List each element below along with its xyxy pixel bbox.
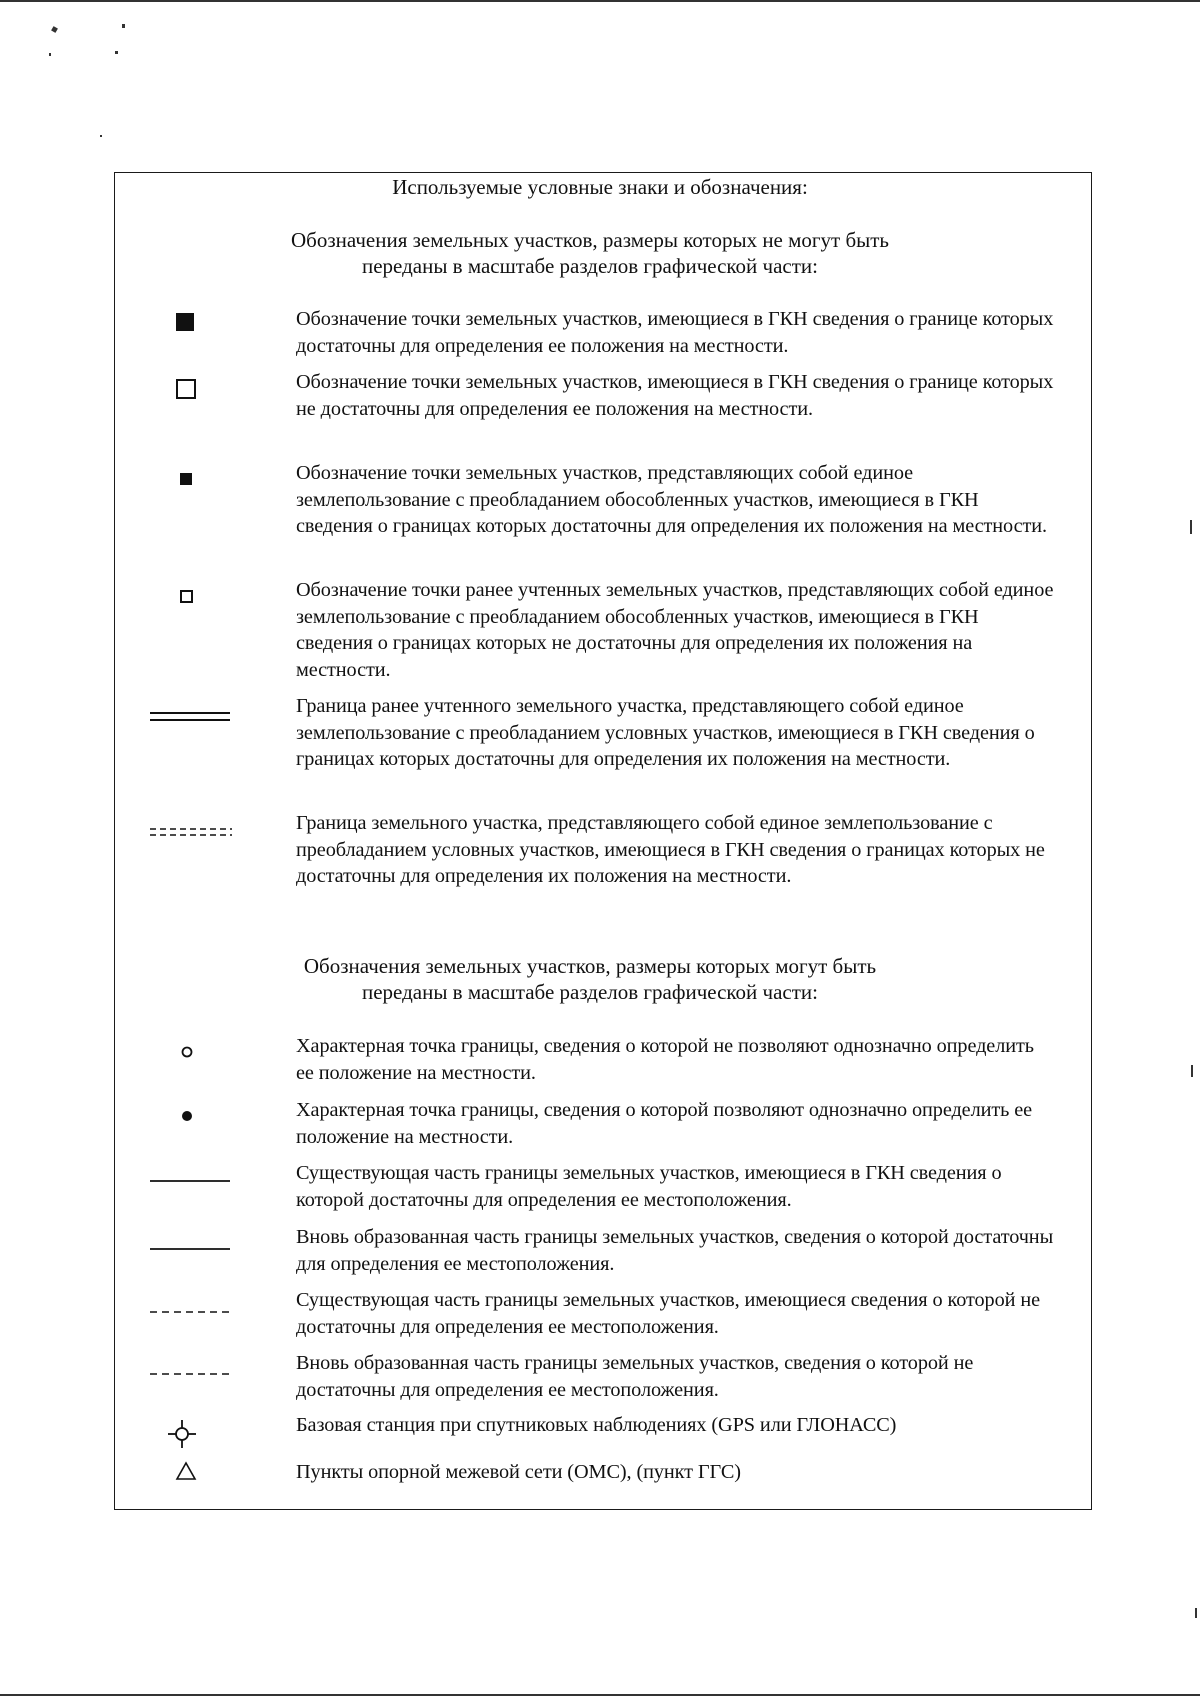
section-heading-line: Обозначения земельных участков, размеры которых не могут быть <box>290 228 890 252</box>
legend-item-text: Вновь образованная часть границы земельных участков, сведения о которой достаточны для определения ее местоположения. <box>296 1226 1054 1275</box>
double-line-icon <box>148 710 232 724</box>
dashed-line-icon <box>148 1371 232 1377</box>
base-station-icon <box>167 1419 197 1449</box>
legend-item-text: Обозначение точки земельных участков, имеющиеся в ГКН сведения о границе которых не достаточны для определения ее положения на местности. <box>296 371 1054 420</box>
section-heading-line: переданы в масштабе разделов графической части: <box>361 980 819 1004</box>
solid-line-icon <box>148 1246 232 1252</box>
hollow-circle-icon <box>180 1045 194 1059</box>
triangle-icon <box>175 1461 197 1481</box>
scan-speck <box>0 0 1200 2</box>
double-dashed-line-icon <box>148 826 234 838</box>
legend-item-text: Базовая станция при спутниковых наблюдениях (GPS или ГЛОНАСС) <box>296 1414 897 1436</box>
legend-item-text: Характерная точка границы, сведения о которой не позволяют однозначно определить ее положение на местности. <box>296 1035 1034 1084</box>
section-heading <box>240 227 940 279</box>
dashed-line-icon <box>148 1309 232 1315</box>
legend-item-text: Граница ранее учтенного земельного участка, представляющего собой единое землепользование с преобладанием условных участков, имеющиеся в ГКН сведения о границах которых достаточны для определения их положения на местности. <box>296 695 1035 770</box>
legend-item-text: Пункты опорной межевой сети (ОМС), (пункт ГГС) <box>296 1461 741 1483</box>
scan-speck <box>49 53 51 56</box>
scan-speck <box>1191 1065 1193 1077</box>
black-square-icon <box>176 313 194 331</box>
legend-item-text: Обозначение точки ранее учтенных земельных участков, представляющих собой единое землепользование с преобладанием обособленных участков, имеющиеся в ГКН сведения о границах которых не достаточны для определения их положения на местности. <box>296 579 1054 681</box>
section-heading <box>240 953 940 1005</box>
scan-speck <box>1195 1608 1197 1618</box>
section-heading-line: Обозначения земельных участков, размеры которых могут быть <box>303 954 877 978</box>
legend-item-text: Обозначение точки земельных участков, представляющих собой единое землепользование с преобладанием обособленных участков, имеющиеся в ГКН сведения о границах которых достаточны для определения их положения на местности. <box>296 462 1047 537</box>
legend-item-text: Существующая часть границы земельных участков, имеющиеся сведения о которой не достаточны для определения ее местоположения. <box>296 1289 1040 1338</box>
scan-speck <box>0 1694 1200 1696</box>
filled-circle-icon <box>180 1109 194 1123</box>
scan-speck <box>100 135 102 137</box>
legend-item-text: Граница земельного участка, представляющего собой единое землепользование с преобладанием условных участков, имеющиеся в ГКН сведения о границах которых не достаточны для определения их положения на местности. <box>296 812 1045 887</box>
legend-item-text: Характерная точка границы, сведения о которой позволяют однозначно определить ее положение на местности. <box>296 1099 1033 1148</box>
legend-item-text: Вновь образованная часть границы земельных участков, сведения о которой не достаточны для определения ее местоположения. <box>296 1352 974 1401</box>
legend-item-text: Обозначение точки земельных участков, имеющиеся в ГКН сведения о границе которых достаточны для определения ее положения на местности. <box>296 308 1054 357</box>
small-black-square-icon <box>180 473 192 485</box>
section-heading-line: переданы в масштабе разделов графической части: <box>361 254 819 278</box>
scan-speck <box>1190 520 1192 534</box>
white-square-icon <box>176 379 196 399</box>
legend-item-text: Существующая часть границы земельных участков, имеющиеся в ГКН сведения о которой достаточны для определения ее местоположения. <box>296 1162 1002 1211</box>
legend-title: Используемые условные знаки и обозначения: <box>392 175 808 199</box>
small-white-square-icon <box>180 590 193 603</box>
scan-speck <box>115 51 118 54</box>
solid-line-icon <box>148 1178 232 1184</box>
scan-speck <box>122 24 125 28</box>
scan-speck <box>51 26 58 33</box>
